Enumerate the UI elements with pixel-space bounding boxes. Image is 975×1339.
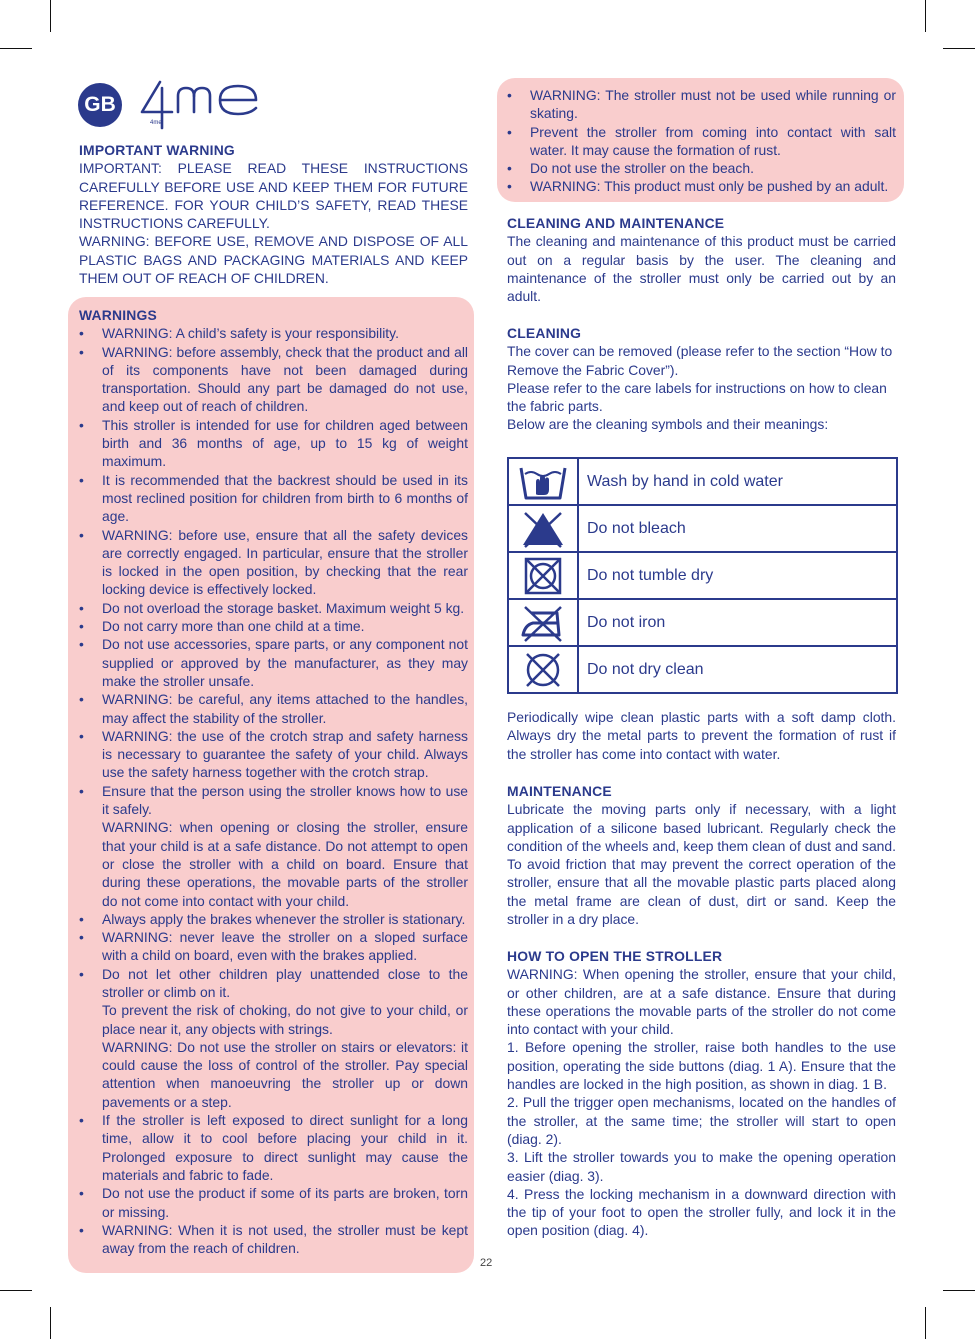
crop-mark: [50, 0, 51, 32]
care-symbol-row: [508, 458, 897, 505]
symbol-cell: [508, 646, 578, 693]
hand-wash-icon: [517, 462, 569, 502]
warning-text: Do not use accessories, spare parts, or any component not supplied or approved by the manufacturer, as they may make the stroller unsafe.: [102, 636, 468, 689]
no-dry-clean-icon: [517, 650, 569, 690]
no-tumble-dry-icon: [517, 556, 569, 596]
warning-item: [79, 526, 468, 599]
cleaning-maintenance-section: [507, 214, 896, 305]
warning-text: WARNING: When it is not used, the stroller must be kept away from the reach of children.: [102, 1221, 468, 1257]
warning-text: If the stroller is left exposed to direct sunlight for a long time, allow it to cool before placing your child in it. Prolonged exposure to direct sunlight may cause the materials and fabric to fade.: [102, 1112, 468, 1183]
care-symbol-label: Do not dry clean: [578, 646, 897, 693]
page-number: 22: [480, 1257, 493, 1269]
step-paragraph: 1. Before opening the stroller, raise both handles to the use position, operating the side buttons (diag. 1 A). Ensure that the handles are locked in the high position, as shown in diag. 1 B.: [507, 1039, 896, 1093]
care-symbol-label: Do not iron: [578, 599, 897, 646]
warning-text: This stroller is intended for use for children aged between birth and 36 months of age, up to 15 kg of weight maximum.: [102, 416, 468, 470]
warning-item: [79, 324, 468, 342]
warning-text: WARNING: the use of the crotch strap and safety harness is necessary to guarantee the safety of your child. Always use the safety harness together with the crotch strap.: [102, 727, 468, 781]
warning-text: WARNING: This product must only be pushed by an adult.: [530, 178, 889, 195]
warning-item: [79, 910, 468, 928]
warning-text: WARNING: before assembly, check that the product and all of its components have not been damaged during transportation. Should any part be damaged do not use, and keep out of reach of children.: [102, 343, 468, 415]
warning-text: Ensure that the person using the stroller knows how to use it safely.: [102, 782, 468, 818]
warning-text: WARNING: before use, ensure that all the safety devices are correctly engaged. In particular, ensure that the stroller is locked in the open position, by checking that the rear locking device is effectively locked.: [102, 526, 468, 598]
warning-text: Prevent the stroller from coming into contact with salt water. It may cause the formation of rust.: [530, 123, 896, 158]
warning-text: WARNING: never leave the stroller on a sloped surface with a child on board, even with the brakes applied.: [102, 929, 468, 964]
section-paragraph: Please refer to the care labels for instructions on how to clean the fabric parts.: [507, 379, 887, 415]
important-paragraph: WARNING: BEFORE USE, REMOVE AND DISPOSE OF ALL PLASTIC BAGS AND PACKAGING MATERIALS AND KEEP THEM OUT OF REACH OF CHILDREN.: [79, 233, 468, 287]
important-warning-section: [79, 141, 468, 287]
right-warnings-list: [507, 86, 896, 196]
care-symbol-label: Do not bleach: [578, 505, 897, 552]
warning-item: [79, 782, 468, 910]
important-paragraph: IMPORTANT: PLEASE READ THESE INSTRUCTIONS CAREFULLY BEFORE USE AND KEEP THEM FOR FUTURE REFERENCE. FOR YOUR CHILD’S SAFETY, READ THESE INSTRUCTIONS CAREFULLY.: [79, 160, 468, 232]
section-heading: CLEANING AND MAINTENANCE: [507, 215, 725, 231]
warning-item: [79, 416, 468, 471]
warning-text: Do not overload the storage basket. Maximum weight 5 kg.: [102, 599, 465, 616]
warning-text: Always apply the brakes whenever the stroller is stationary.: [102, 910, 466, 927]
warnings-content: [79, 306, 468, 1257]
no-bleach-icon: [517, 509, 569, 549]
warning-item: [507, 123, 896, 160]
symbol-cell: [508, 458, 578, 505]
after-table-paragraph: Periodically wipe clean plastic parts with a soft damp cloth. Always dry the metal parts to prevent the formation of rust if the stroller has come into contact with water.: [507, 709, 896, 762]
care-symbol-row: [508, 599, 897, 646]
crop-mark: [0, 48, 32, 49]
warning-text: Do not use the stroller on the beach.: [530, 160, 754, 177]
crop-mark: [925, 0, 926, 32]
crop-mark: [943, 1290, 975, 1291]
warning-item: [79, 965, 468, 1111]
symbol-cell: [508, 599, 578, 646]
warnings-box: [68, 297, 474, 1273]
warning-item: [79, 617, 468, 635]
care-symbol-row: [508, 646, 897, 693]
section-paragraph: The cleaning and maintenance of this product must be carried out on a regular basis by the user. The cleaning and maintenance of the stroller must only be carried out by an adult.: [507, 233, 896, 305]
symbol-cell: [508, 552, 578, 599]
warning-text: Do not let other children play unattended close to the stroller or climb on it.: [102, 965, 468, 1000]
warning-item: [79, 690, 468, 727]
section-heading: HOW TO OPEN THE STROLLER: [507, 948, 723, 964]
warning-item: [79, 635, 468, 690]
crop-mark: [943, 48, 975, 49]
warning-continuation: WARNING: Do not use the stroller on stairs or elevators: it could cause the loss of control of the stroller. Pay special attention when manoeuvring the stroller up or down pavements or a step.: [102, 1038, 468, 1110]
warning-text: WARNING: The stroller must not be used while running or skating.: [530, 87, 896, 122]
warnings-heading: WARNINGS: [79, 307, 157, 323]
warning-text: Do not use the product if some of its parts are broken, torn or missing.: [102, 1185, 468, 1220]
warning-item: [507, 86, 896, 123]
maintenance-section: [507, 782, 896, 928]
care-symbol-label: Wash by hand in cold water: [578, 458, 897, 505]
warning-text: WARNING: A child’s safety is your responsibility.: [102, 325, 399, 342]
warning-continuation: WARNING: when opening or closing the stroller, ensure that your child is at a safe distance. Do not attempt to open or close the stroller with a child on board. Ensure that during these operations, the movable parts of the stroller do not come into contact with your child.: [102, 819, 468, 909]
care-symbols-table: [507, 457, 898, 694]
care-symbol-row: [508, 552, 897, 599]
care-symbol-row: [508, 505, 897, 552]
warning-item: [507, 159, 896, 177]
language-badge: GB: [78, 83, 122, 127]
section-heading: CLEANING: [507, 325, 582, 341]
right-warnings-box: [497, 78, 904, 202]
step-paragraph: 4. Press the locking mechanism in a downward direction with the tip of your foot to open the stroller fully, and lock it in the open position (diag. 4).: [507, 1185, 896, 1239]
step-paragraph: 2. Pull the trigger open mechanisms, located on the handles of the stroller, at the same time; the stroller will start to open (diag. 2).: [507, 1094, 896, 1147]
section-paragraph: The cover can be removed (please refer to the section “How to Remove the Fabric Cover”).: [507, 343, 893, 378]
crop-mark: [0, 1290, 32, 1291]
cleaning-section: [507, 324, 896, 434]
step-paragraph: 3. Lift the stroller towards you to make the opening operation easier (diag. 3).: [507, 1149, 896, 1184]
no-iron-icon: [517, 603, 569, 643]
right-warnings-content: [507, 86, 896, 196]
warning-text: WARNING: be careful, any items attached to the handles, may affect the stability of the stroller.: [102, 691, 468, 726]
brand-logo: [138, 78, 338, 130]
warning-item: [79, 599, 468, 617]
section-paragraph: WARNING: When opening the stroller, ensure that your child, or other children, are at a safe distance. Ensure that during these operations the movable parts of the stroller do not come into contact with your child.: [507, 966, 896, 1038]
warning-text: It is recommended that the backrest should be used in its most reclined position for children from birth to 6 months of age.: [102, 471, 468, 525]
warning-item: [79, 727, 468, 782]
warning-text: Do not carry more than one child at a time.: [102, 618, 365, 635]
warning-item: [79, 1184, 468, 1221]
crop-mark: [50, 1307, 51, 1339]
open-stroller-section: [507, 947, 896, 1240]
care-symbol-label: Do not tumble dry: [578, 552, 897, 599]
warning-continuation: To prevent the risk of choking, do not give to your child, or place near it, any objects with strings.: [102, 1002, 468, 1037]
warnings-list: [79, 324, 468, 1257]
warning-item: [79, 471, 468, 526]
warning-item: [79, 343, 468, 416]
warning-item: [79, 928, 468, 965]
symbol-cell: [508, 505, 578, 552]
section-heading: MAINTENANCE: [507, 783, 612, 799]
section-paragraph: Lubricate the moving parts only if necessary, with a light application of a silicone based lubricant. Regularly check the condition of the wheels and, keep them clean of dust and sand. To avoid friction that may prevent the correct operation of the stroller, ensure that all the movable plastic parts placed along the metal frame are clean of dust, dirt or sand. Keep the stroller in a dry place.: [507, 801, 896, 928]
warning-item: [507, 177, 896, 195]
warning-item: [79, 1221, 468, 1258]
section-paragraph: Below are the cleaning symbols and their meanings:: [507, 416, 829, 433]
important-heading: IMPORTANT WARNING: [79, 142, 235, 158]
logo-small-text: 4me: [150, 120, 162, 126]
crop-mark: [925, 1307, 926, 1339]
warning-item: [79, 1111, 468, 1184]
